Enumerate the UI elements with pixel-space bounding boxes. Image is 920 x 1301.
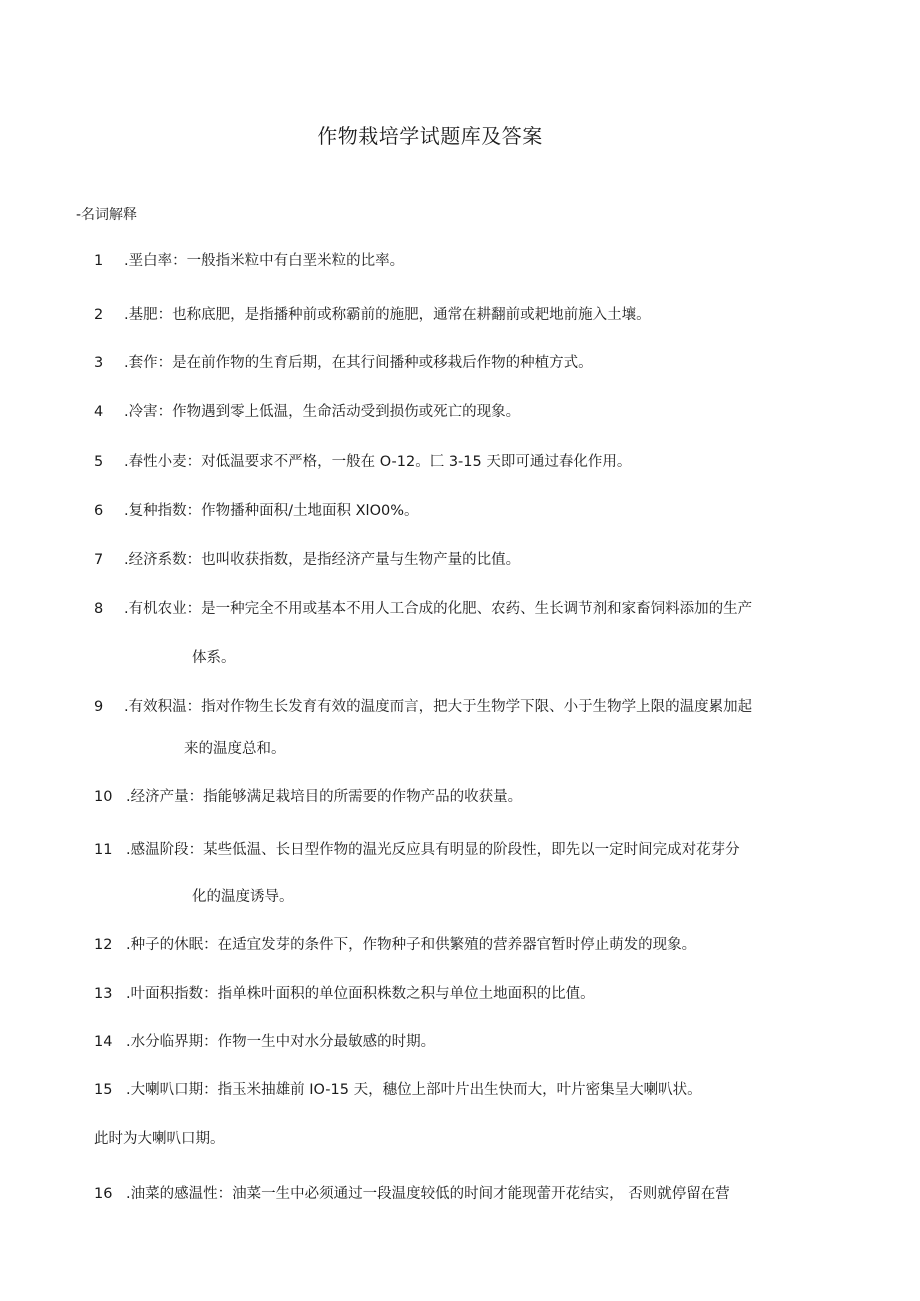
item-text: .垩白率：一般指米粒中有白垩米粒的比率。: [124, 253, 405, 269]
list-item: [94, 353, 593, 373]
item-number: 4: [94, 404, 104, 420]
item-text: .套作：是在前作物的生育后期，在其行间播种或移栽后作物的种植方式。: [124, 355, 593, 371]
item-number: 15: [94, 1082, 113, 1098]
item-continuation: 来的温度总和。: [184, 741, 286, 757]
item-continuation: 体系。: [192, 650, 236, 666]
item-text: .水分临界期：作物一生中对水分最敏感的时期。: [126, 1034, 436, 1050]
item-number: 9: [94, 699, 104, 715]
list-item: [94, 935, 696, 955]
list-item: [94, 501, 418, 521]
item-continuation: 化的温度诱导。: [192, 889, 294, 905]
item-number: 11: [94, 842, 113, 858]
item-number: 8: [94, 601, 104, 617]
item-text: .经济系数：也叫收获指数，是指经济产量与生物产量的比值。: [124, 552, 521, 568]
item-text: .大喇叭口期：指玉米抽雄前 IO-15 天，穗位上部叶片出生快而大，叶片密集呈大喇叭状。: [126, 1082, 702, 1098]
list-item: [94, 305, 651, 325]
list-item: [94, 599, 752, 619]
list-item: [94, 840, 740, 860]
item-number: 14: [94, 1034, 113, 1050]
document-title: 作物栽培学试题库及答案: [317, 124, 543, 148]
item-text: .叶面积指数：指单株叶面积的单位面积株数之积与单位土地面积的比值。: [126, 986, 595, 1002]
list-item: [94, 697, 752, 717]
item-number: 1: [94, 253, 104, 269]
list-item: [94, 1184, 730, 1204]
list-item: [94, 1080, 702, 1100]
section-heading: -名词解释: [76, 207, 138, 223]
item-number: 12: [94, 937, 113, 953]
item-continuation: 此时为大喇叭口期。: [94, 1131, 225, 1147]
item-number: 10: [94, 789, 113, 805]
item-number: 6: [94, 503, 104, 519]
item-text: .复种指数：作物播种面积/土地面积 XlO0%。: [124, 503, 419, 519]
item-text: .有机农业：是一种完全不用或基本不用人工合成的化肥、农药、生长调节剂和家畜饲料添加的生产: [124, 601, 753, 617]
item-text: .有效积温：指对作物生长发育有效的温度而言，把大于生物学下限、小于生物学上限的温度累加起: [124, 699, 753, 715]
list-item: [94, 1032, 435, 1052]
list-item: [94, 787, 522, 807]
item-text: .冷害：作物遇到零上低温，生命活动受到损伤或死亡的现象。: [124, 404, 521, 420]
list-item: [94, 452, 631, 472]
list-item: [94, 550, 520, 570]
item-number: 5: [94, 454, 104, 470]
item-number: 7: [94, 552, 104, 568]
item-text: .春性小麦：对低温要求不严格，一般在 O-12。匚 3-15 天即可通过春化作用。: [124, 454, 632, 470]
item-text: .基肥：也称底肥，是指播种前或称霸前的施肥，通常在耕翻前或耙地前施入土壤。: [124, 307, 651, 323]
list-item: [94, 251, 404, 271]
item-text: .感温阶段：某些低温、长日型作物的温光反应具有明显的阶段性，即先以一定时间完成对花芽分: [126, 842, 740, 858]
item-number: 3: [94, 355, 104, 371]
item-number: 2: [94, 307, 104, 323]
item-text: .经济产量：指能够满足栽培目的所需要的作物产品的收获量。: [126, 789, 523, 805]
list-item: [94, 402, 520, 422]
item-text: .油菜的感温性：油菜一生中必须通过一段温度较低的时间才能现蕾开花结实， 否则就停留在营: [126, 1186, 730, 1202]
item-text: .种子的休眠：在适宜发芽的条件下，作物种子和供繁殖的营养器官暂时停止萌发的现象。: [126, 937, 697, 953]
item-number: 16: [94, 1186, 113, 1202]
item-number: 13: [94, 986, 113, 1002]
list-item: [94, 984, 595, 1004]
